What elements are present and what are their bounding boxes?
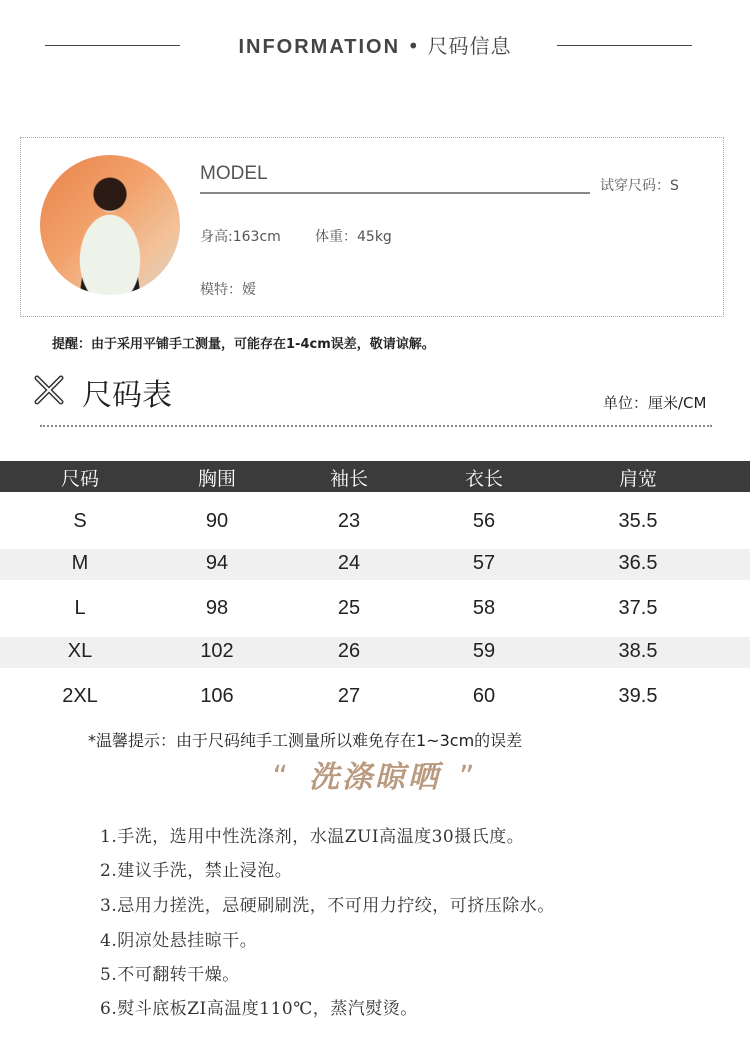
cell-chest: 98 [205, 597, 229, 619]
cell-size: M [71, 552, 89, 574]
table-row [0, 507, 750, 538]
cell-size: 2XL [62, 685, 98, 707]
header-cell-size: 尺码 [60, 468, 99, 490]
size-chart-title: 尺码表 [82, 378, 172, 413]
header-cell-chest: 胸围 [197, 468, 236, 490]
model-name: 模特：嫒 [200, 282, 256, 298]
model-weight: 体重：45kg [315, 229, 392, 245]
cell-sleeve: 24 [337, 552, 361, 574]
wash-title [0, 752, 750, 796]
model-title-underline [200, 192, 590, 194]
table-row [0, 682, 750, 713]
cell-size: L [74, 597, 86, 619]
cell-length: 56 [472, 510, 496, 532]
cell-length: 58 [472, 597, 496, 619]
header-cell-sleeve: 袖长 [329, 468, 368, 490]
cell-shoulder: 36.5 [618, 552, 658, 574]
cell-chest: 102 [200, 640, 234, 662]
cell-length: 60 [472, 685, 496, 707]
care-item: 5.不可翻转干燥。 [100, 965, 240, 985]
page-title-cn: 尺码信息 [427, 34, 512, 58]
cross-icon [33, 374, 65, 406]
model-title: MODEL [200, 163, 268, 184]
care-item: 4.阴凉处悬挂晾干。 [100, 931, 258, 951]
cell-shoulder: 37.5 [618, 597, 658, 619]
cell-chest: 90 [205, 510, 229, 532]
header-cell-shoulder: 肩宽 [618, 468, 657, 490]
size-table-header [0, 461, 750, 492]
trial-size: 试穿尺码：S [600, 178, 679, 194]
cell-chest: 106 [200, 685, 234, 707]
model-height: 身高:163cm [200, 229, 281, 245]
page-title [0, 30, 750, 59]
header-cell-length: 衣长 [464, 468, 503, 490]
page-title-dot: • [407, 34, 421, 58]
care-item: 6.熨斗底板ZI高温度110℃，蒸汽熨烫。 [100, 999, 418, 1019]
quote-close: ” [459, 760, 478, 795]
cell-shoulder: 39.5 [618, 685, 658, 707]
table-row [0, 549, 750, 580]
cell-shoulder: 35.5 [618, 510, 658, 532]
table-row [0, 637, 750, 668]
cell-sleeve: 26 [337, 640, 361, 662]
cell-size: S [73, 510, 87, 532]
size-chart-unit: 单位：厘米/CM [603, 394, 707, 412]
cell-length: 59 [472, 640, 496, 662]
model-photo [40, 155, 180, 295]
care-item: 3.忌用力搓洗，忌硬刷刷洗，不可用力拧绞，可挤压除水。 [100, 896, 555, 916]
quote-open: “ [272, 760, 291, 795]
cell-shoulder: 38.5 [618, 640, 658, 662]
wash-title-text: 洗涤晾晒 [309, 760, 441, 795]
table-row [0, 594, 750, 625]
size-tip: *温馨提示：由于尺码纯手工测量所以难免存在1~3cm的误差 [88, 731, 523, 750]
cell-sleeve: 25 [337, 597, 361, 619]
care-item: 2.建议手洗，禁止浸泡。 [100, 861, 293, 881]
page-title-en: INFORMATION [238, 36, 401, 58]
cell-length: 57 [472, 552, 496, 574]
cell-sleeve: 23 [337, 510, 361, 532]
cell-sleeve: 27 [337, 685, 361, 707]
measurement-notice: 提醒：由于采用平铺手工测量，可能存在1-4cm误差，敬请谅解。 [52, 337, 435, 352]
cell-size: XL [67, 640, 93, 662]
dotted-divider [40, 425, 712, 427]
care-item: 1.手洗，选用中性洗涤剂，水温ZUI高温度30摄氏度。 [100, 827, 525, 847]
cell-chest: 94 [205, 552, 229, 574]
